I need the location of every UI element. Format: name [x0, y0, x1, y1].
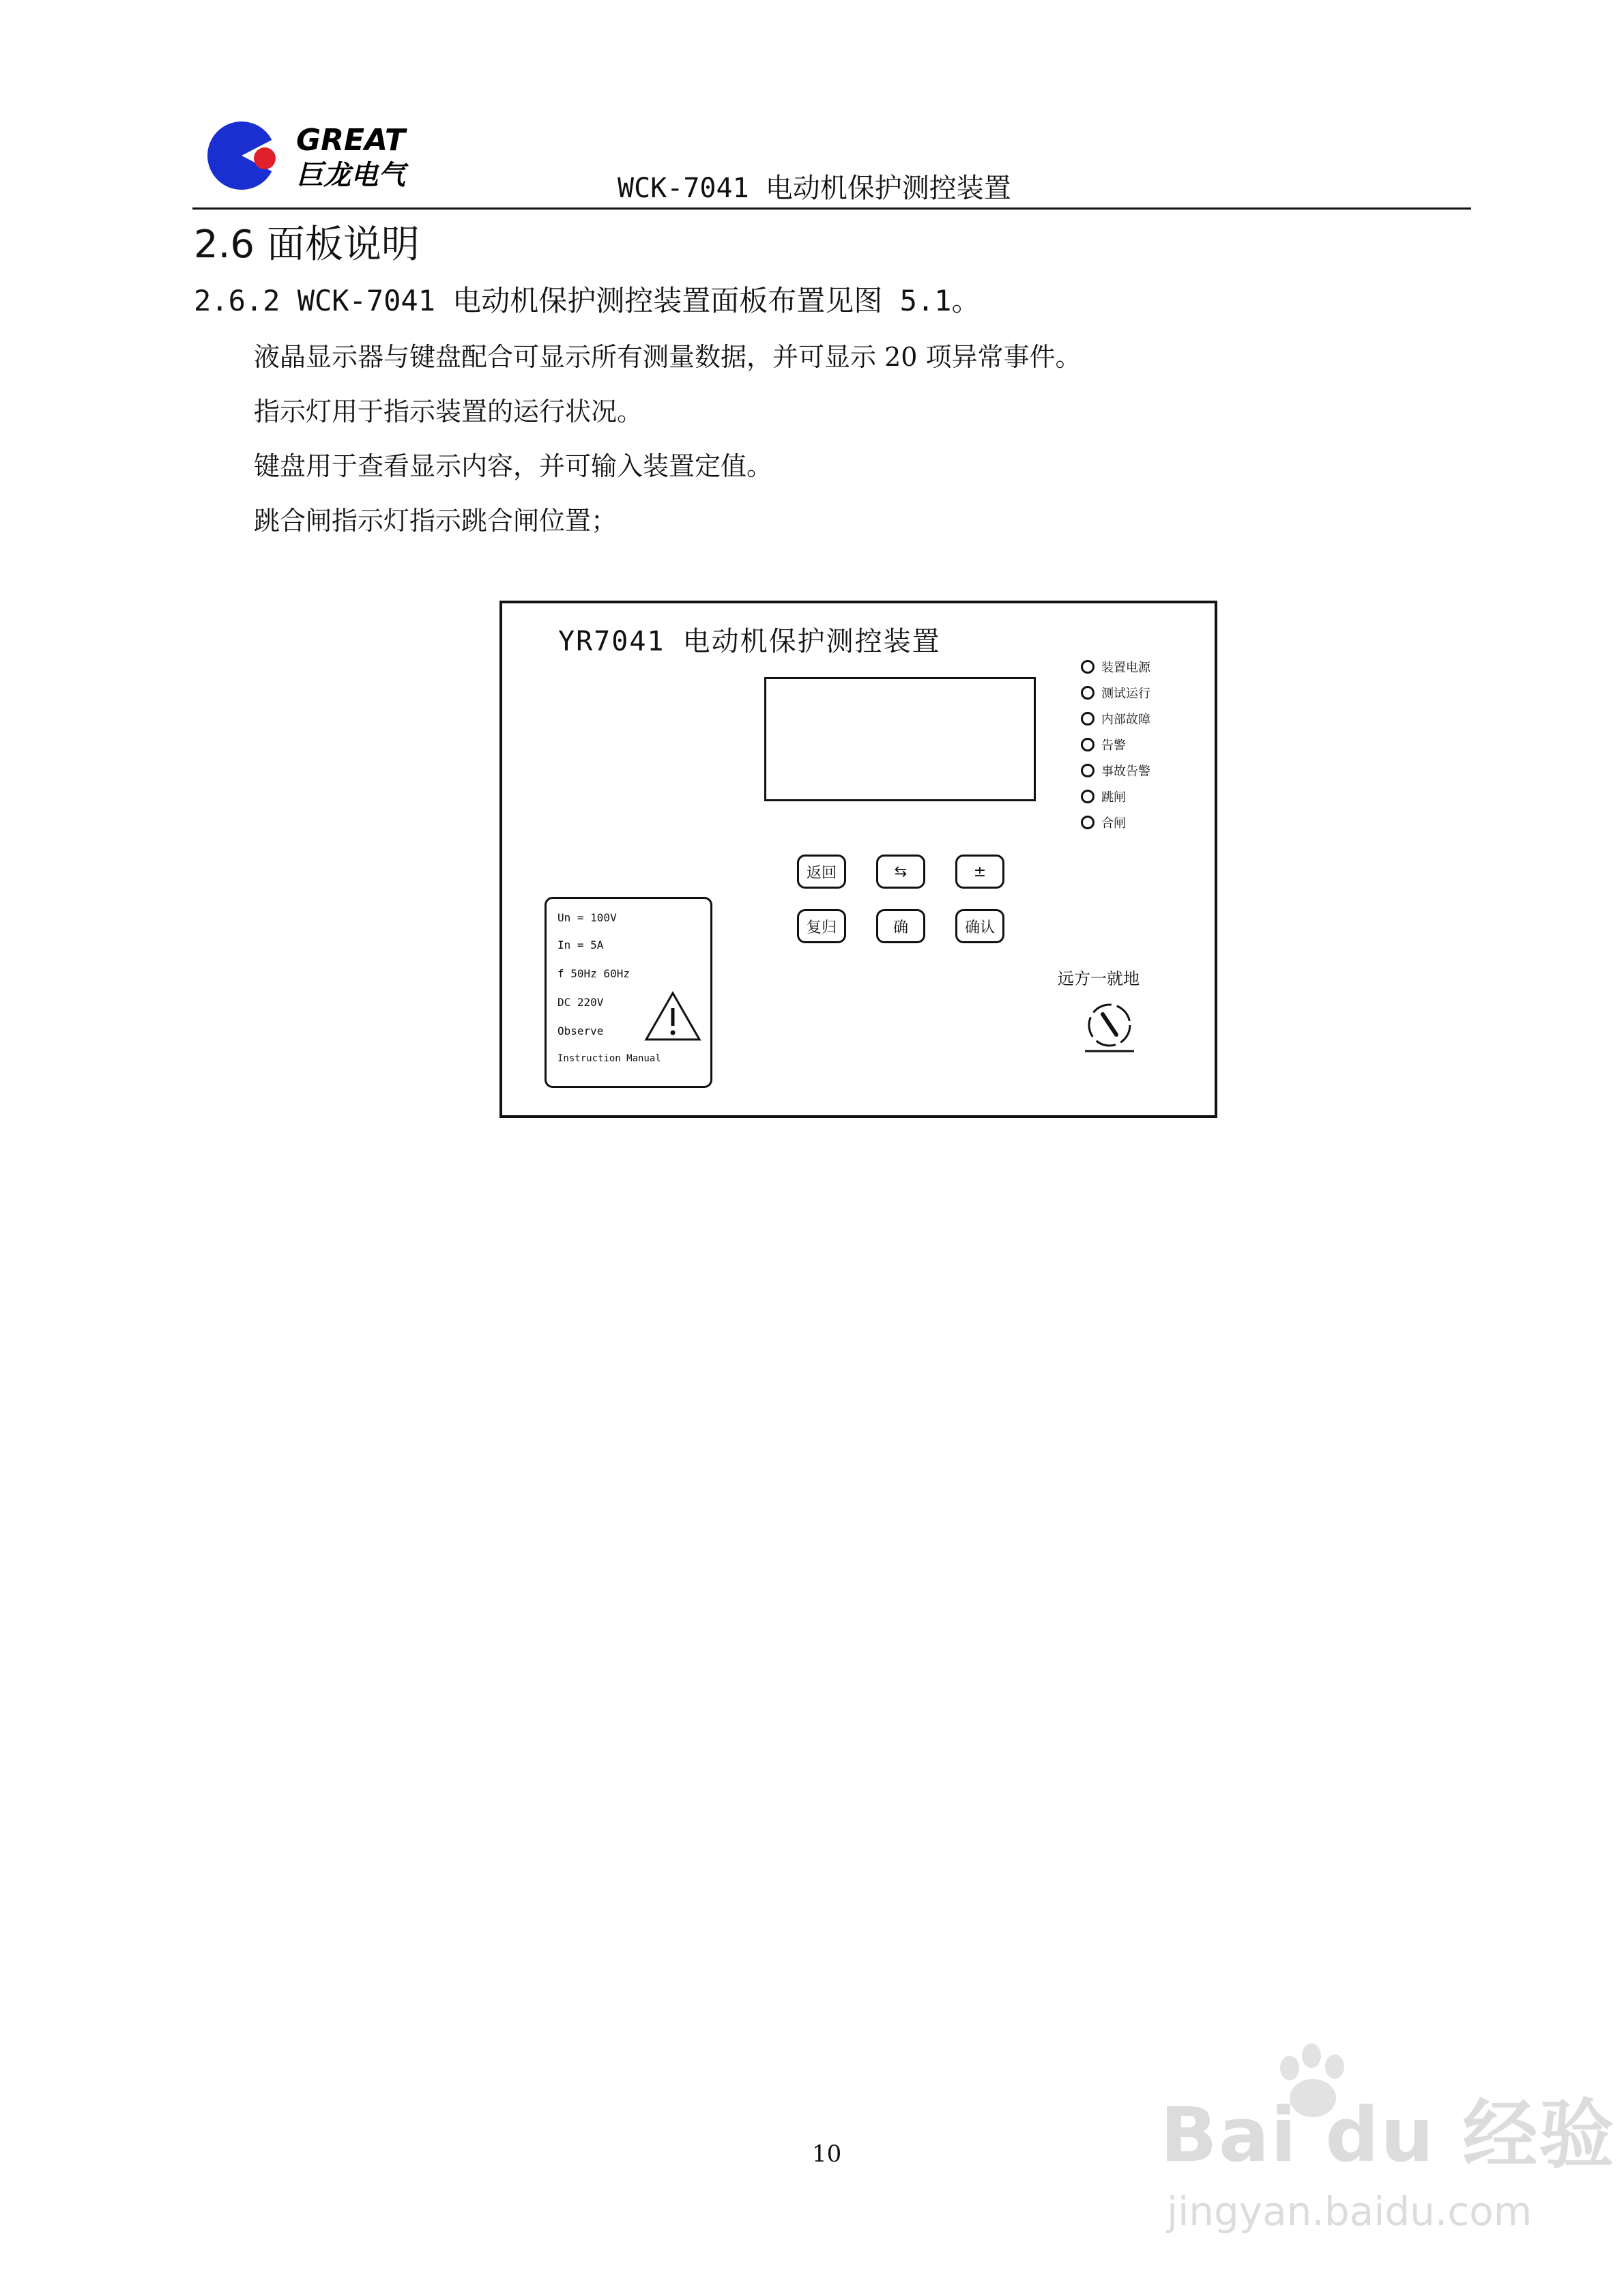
- warning-icon: [642, 989, 704, 1044]
- led-icon: [1081, 738, 1094, 751]
- paragraph: 指示灯用于指示装置的运行状况。: [254, 397, 643, 427]
- key-switch[interactable]: ⇆: [876, 855, 925, 889]
- paragraph: 跳合闸指示灯指示跳合闸位置；: [254, 506, 618, 536]
- lcd-display: [764, 677, 1036, 801]
- company-logo: [202, 116, 427, 191]
- header-rule: [192, 207, 1471, 210]
- led-label: 事故告警: [1101, 764, 1150, 779]
- panel-title: YR7041 电动机保护测控装置: [558, 626, 941, 657]
- watermark-logo: Bai du 经验: [1160, 2091, 1616, 2179]
- paragraph: 液晶显示器与键盘配合可显示所有测量数据，并可显示 20 项异常事件。: [254, 342, 1082, 372]
- header-title: WCK-7041 电动机保护测控装置: [618, 173, 1011, 204]
- led-indicator: [1081, 734, 1126, 755]
- led-icon: [1081, 816, 1094, 829]
- led-label: 跳闸: [1101, 790, 1126, 805]
- spec-line: Un = 100V: [557, 911, 617, 924]
- spec-line: In = 5A: [557, 938, 604, 951]
- remote-local-switch-icon[interactable]: [1082, 999, 1137, 1054]
- led-label: 告警: [1101, 738, 1126, 753]
- led-icon: [1081, 790, 1094, 803]
- key-confirm[interactable]: 确认: [955, 909, 1004, 943]
- led-label: 测试运行: [1101, 687, 1150, 701]
- spec-line: Instruction Manual: [557, 1053, 661, 1064]
- led-indicator: [1081, 812, 1126, 833]
- led-label: 装置电源: [1101, 661, 1150, 675]
- led-indicator: [1081, 786, 1126, 807]
- logo-cn-text: 巨龙电气: [296, 160, 405, 191]
- led-indicator: [1081, 657, 1150, 677]
- subsection-title: 2.6.2 WCK-7041 电动机保护测控装置面板布置见图 5.1。: [194, 284, 981, 317]
- page-number: 10: [812, 2140, 842, 2168]
- device-panel-figure: [499, 601, 1217, 1118]
- led-icon: [1081, 660, 1094, 674]
- led-label: 合闸: [1101, 816, 1126, 831]
- key-confirm-small[interactable]: 确: [876, 909, 925, 943]
- rating-plate: [545, 897, 712, 1088]
- led-icon: [1081, 764, 1094, 777]
- led-indicator: [1081, 708, 1150, 729]
- watermark-url: jingyan.baidu.com: [1167, 2188, 1533, 2235]
- key-plus-minus[interactable]: ±: [955, 855, 1004, 889]
- led-label: 内部故障: [1101, 713, 1150, 727]
- spec-line: f 50Hz 60Hz: [557, 967, 630, 980]
- key-back[interactable]: 返回: [797, 855, 846, 889]
- switch-label: 远方一就地: [1058, 969, 1140, 988]
- paragraph: 键盘用于查看显示内容，并可输入装置定值。: [254, 451, 773, 481]
- section-title: 2.6 面板说明: [194, 223, 420, 267]
- key-reset[interactable]: 复归: [797, 909, 846, 943]
- logo-en-text: GREAT: [296, 123, 405, 158]
- led-indicator: [1081, 683, 1150, 703]
- spec-line: DC 220V: [557, 996, 604, 1009]
- led-indicator: [1081, 760, 1150, 781]
- led-icon: [1081, 712, 1094, 726]
- led-icon: [1081, 686, 1094, 700]
- spec-line: Observe: [557, 1024, 604, 1037]
